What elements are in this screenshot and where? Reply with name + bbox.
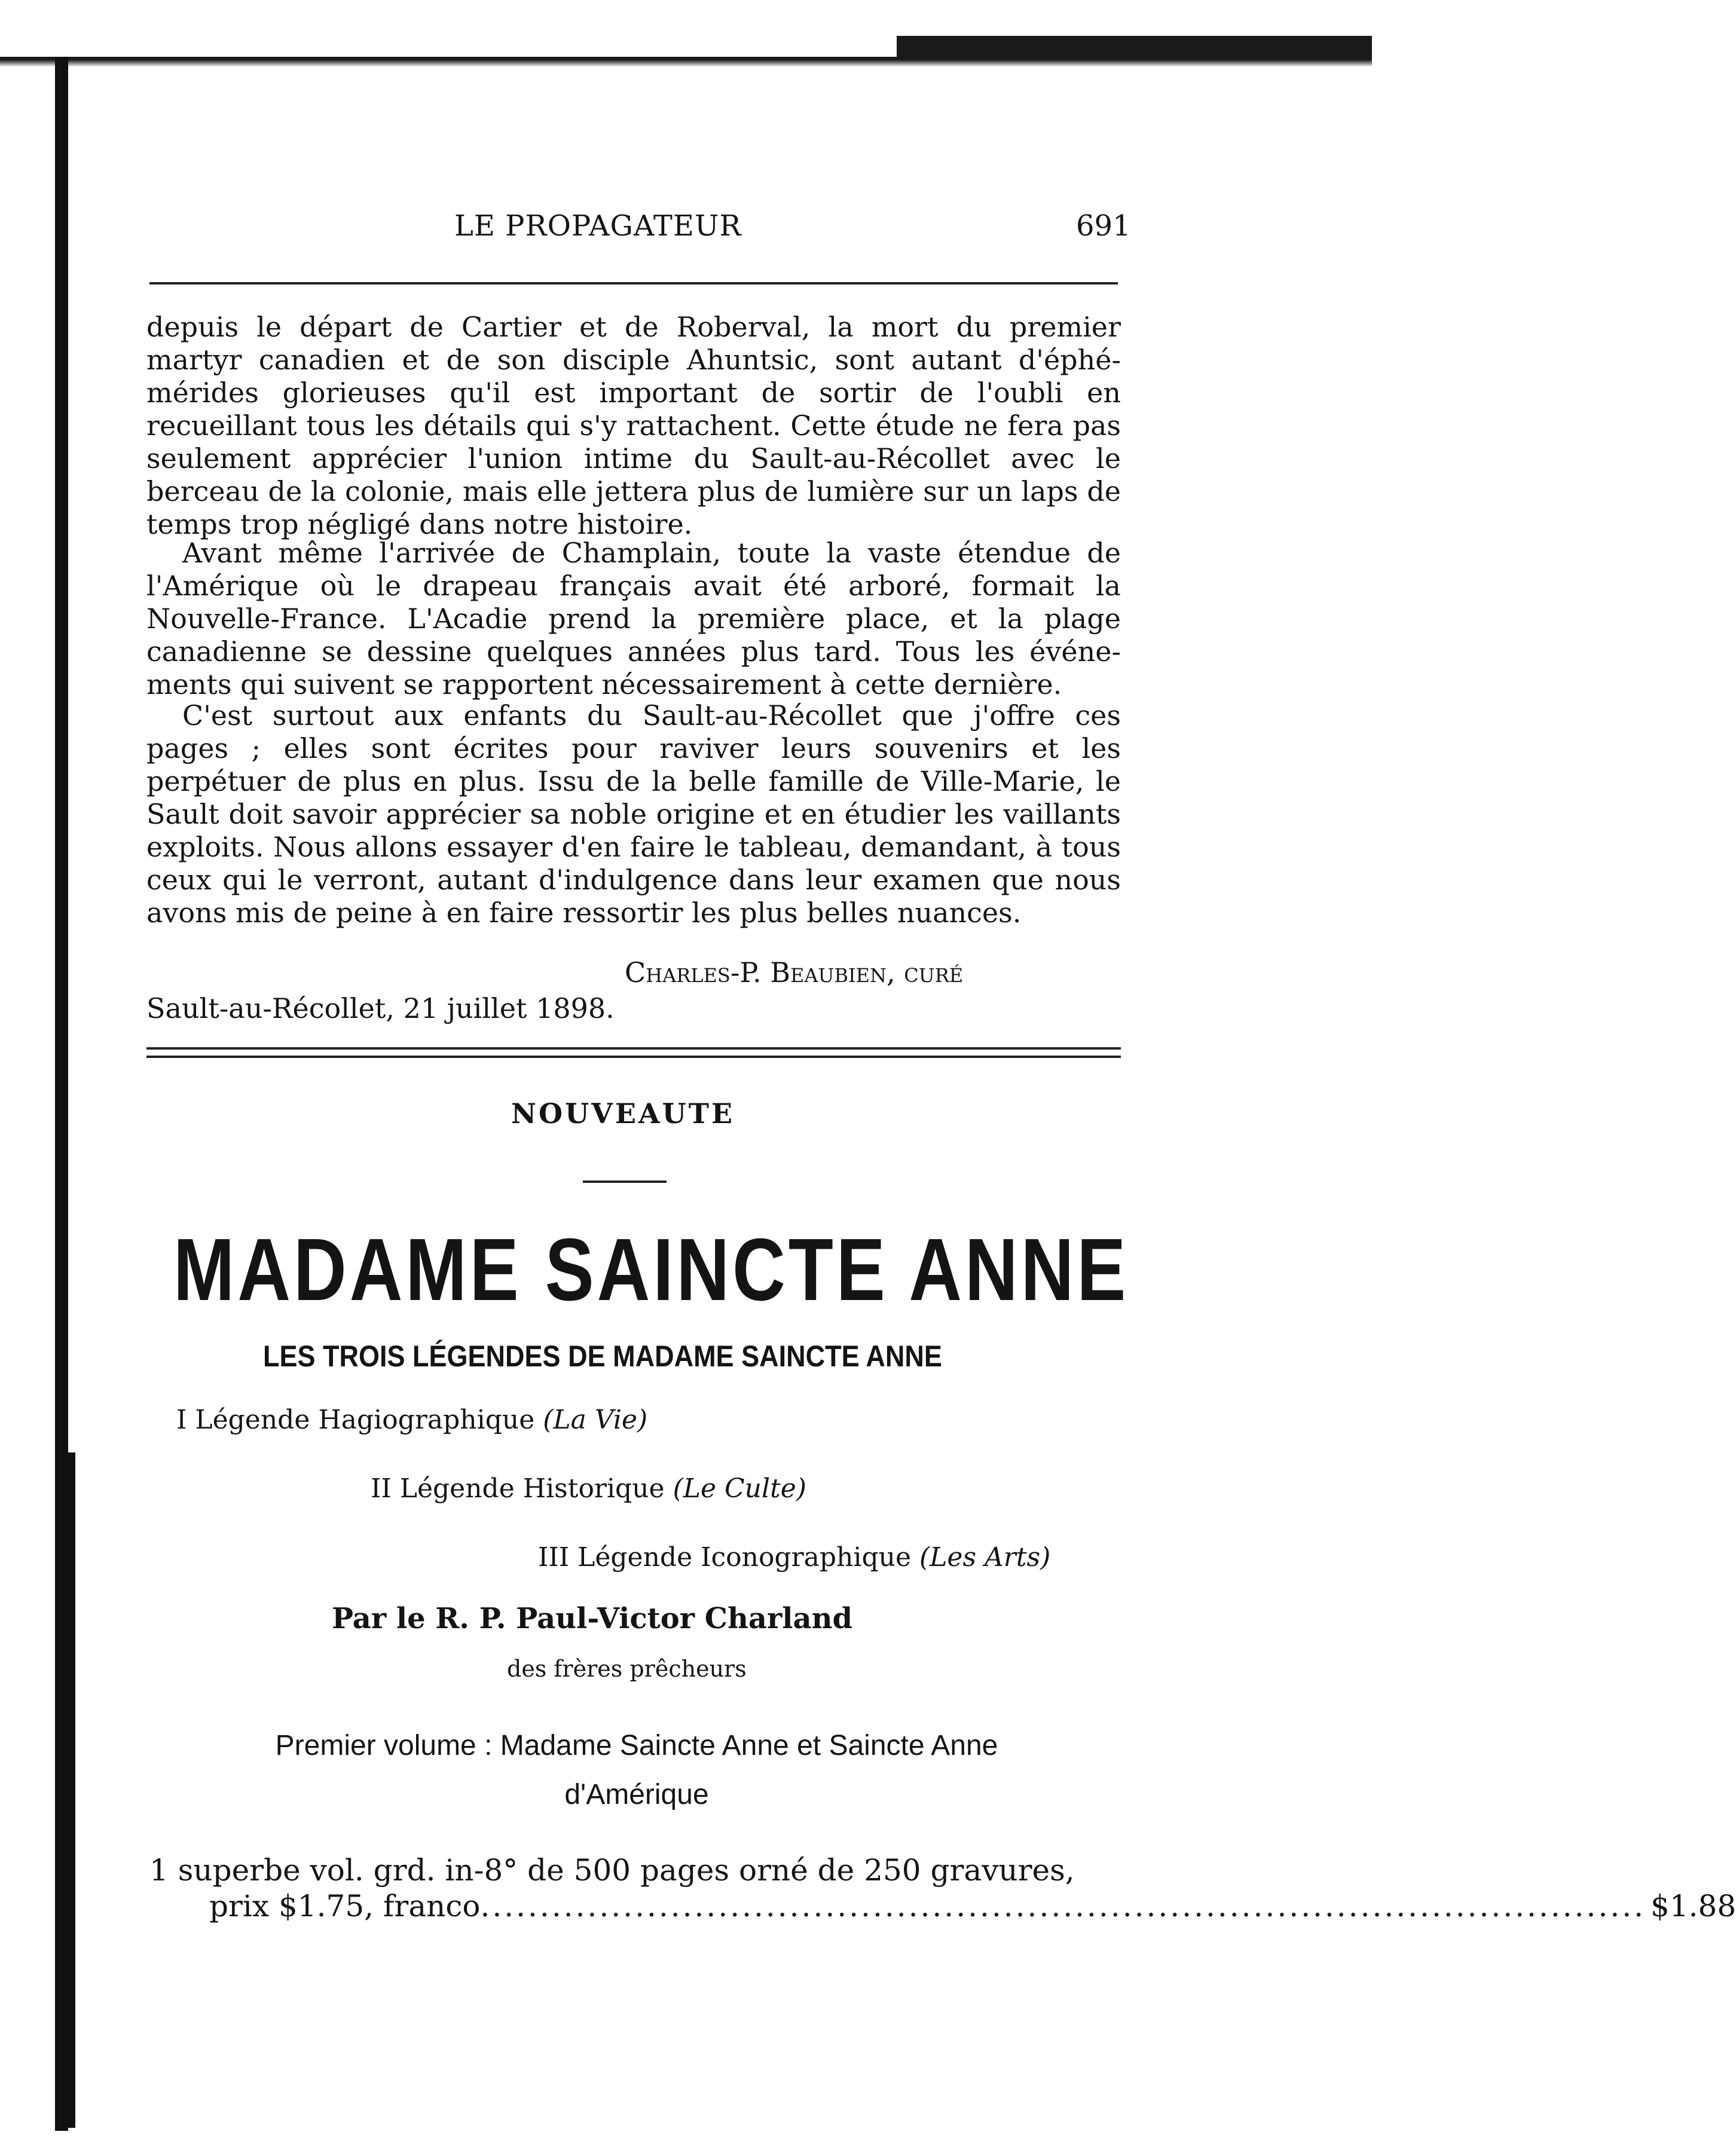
signature: Charles-P. Beaubien, curé [625,956,964,989]
volume-line-1: Premier volume : Madame Saincte Anne et Saincte Anne [275,1730,998,1761]
book-title: MADAME SAINCTE ANNE [173,1221,1129,1319]
section-label: NOUVEAUTE [511,1097,735,1130]
legend-note: (Les Arts) [919,1542,1051,1573]
legend-text: II Légende Historique [371,1473,665,1504]
author-line: Par le R. P. Paul-Victor Charland [332,1602,853,1635]
legend-note: (Le Culte) [673,1473,806,1504]
price-leader-dots: .................................................................................................. [480,1889,1646,1923]
author-order: des frères prêcheurs [507,1656,747,1682]
legend-line-3 [538,1542,1050,1573]
running-header: LE PROPAGATEUR [454,209,742,243]
price-description: 1 superbe vol. grd. in-8° de 500 pages orné de 250 gravures, [149,1853,1075,1888]
body-paragraph-3: C'est surtout aux enfants du Sault-au-Récollet que j'offre ces pages ; elles sont écrites pour raviver leurs souvenirs et les perpétuer de plus en plus. Issu de la belle famille de Ville-Marie, le Sault doit savoir apprécier sa noble origine et en étudier les vaillants exploits. Nous allons essayer d'en faire le tableau, demandant, à tous ceux qui le verront, autant d'indulgence dans leur examen que nous avons mis de peine à en faire ressortir les plus belles nuances. [146,699,1121,929]
short-rule [583,1180,667,1183]
scan-left-border-thick [60,1452,75,2128]
volume-description [203,1721,1070,1819]
header-rule [149,282,1118,285]
place-date: Sault-au-Récollet, 21 juillet 1898. [146,992,615,1024]
legend-line-1 [176,1405,647,1435]
volume-line-2: d'Amérique [564,1779,709,1810]
scan-top-mask [0,0,897,57]
price-line [209,1889,1736,1923]
legend-text: I Légende Hagiographique [176,1405,535,1435]
price-amount: $1.88 [1651,1889,1736,1923]
section-rule-top [146,1047,1121,1050]
section-rule-bottom [146,1056,1121,1058]
page-number: 691 [1076,209,1131,243]
book-subtitle: LES TROIS LÉGENDES DE MADAME SAINCTE ANNE [263,1339,942,1373]
body-paragraph-2: Avant même l'arrivée de Champlain, toute la vaste étendue de l'Amérique où le drapeau français avait été arboré, formait la Nouvelle-France. L'Acadie prend la première place, et la plage canadienne se dessine quelques années plus tard. Tous les événe-ments qui suivent se rapportent nécessairement à cette dernière. [146,537,1121,701]
body-paragraph-1: depuis le départ de Cartier et de Roberval, la mort du premier martyr canadien et de son disciple Ahuntsic, sont autant d'éphé-mérides glorieuses qu'il est important de sortir de l'oubli en recueillant tous les détails qui s'y rattachent. Cette étude ne fera pas seulement apprécier l'union intime du Sault-au-Récollet avec le berceau de la colonie, mais elle jettera plus de lumière sur un laps de temps trop négligé dans notre histoire. [146,311,1121,540]
legend-line-2 [371,1473,806,1504]
price-label: prix $1.75, franco [209,1889,481,1923]
legend-note: (La Vie) [543,1405,648,1435]
legend-text: III Légende Iconographique [538,1542,912,1573]
